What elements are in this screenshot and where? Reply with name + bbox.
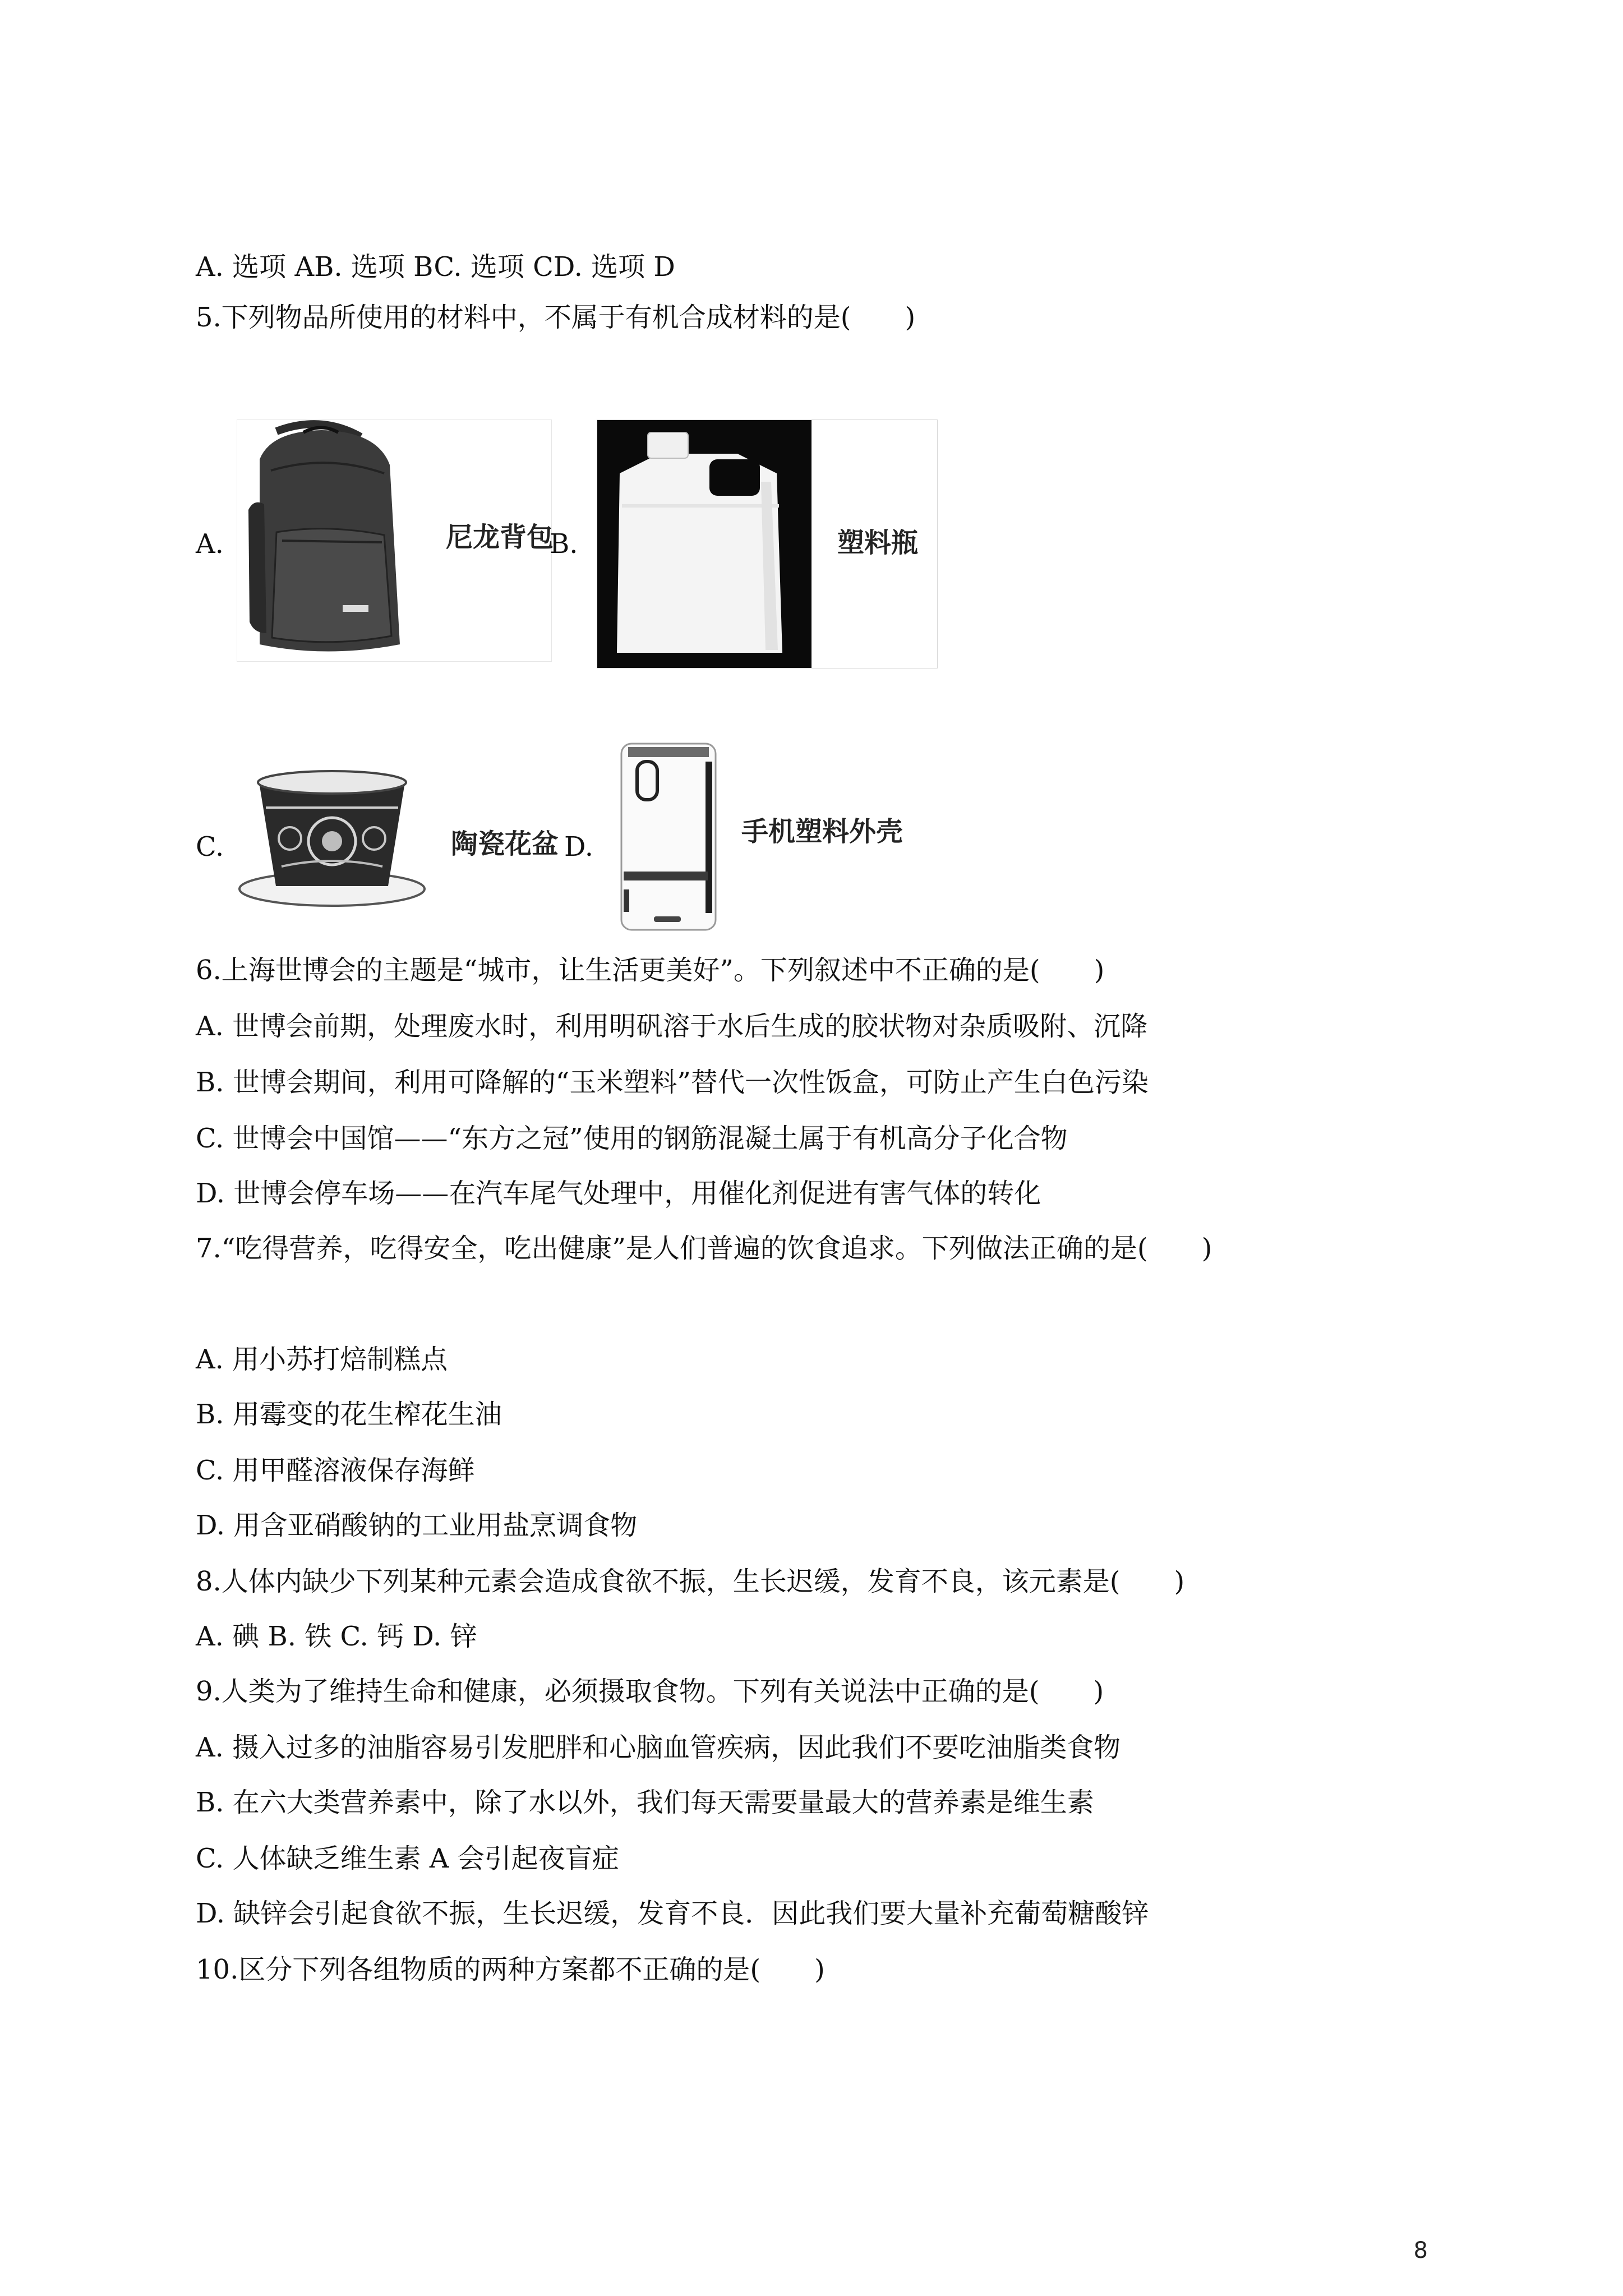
- q6-option-b: B. 世博会期间，利用可降解的“玉米塑料”替代一次性饭盒，可防止产生白色污染: [196, 1067, 1149, 1098]
- nylon-backpack-caption: 尼龙背包: [446, 522, 554, 553]
- q7-option-c: C. 用甲醛溶液保存海鲜: [196, 1455, 475, 1486]
- q9-option-d: D. 缺锌会引起食欲不振，生长迟缓，发育不良．因此我们要大量补充葡萄糖酸锌: [196, 1898, 1149, 1929]
- q5-stem: 5.下列物品所使用的材料中，不属于有机合成材料的是( ): [196, 302, 916, 333]
- q6-option-d: D. 世博会停车场——在汽车尾气处理中，用催化剂促进有害气体的转化: [196, 1178, 1041, 1209]
- phone-plastic-case-caption: 手机塑料外壳: [741, 816, 903, 847]
- q6-stem: 6.上海世博会的主题是“城市，让生活更美好”。下列叙述中不正确的是( ): [196, 955, 1105, 986]
- ceramic-flowerpot-caption: 陶瓷花盆: [451, 828, 559, 860]
- q7-option-d: D. 用含亚硝酸钠的工业用盐烹调食物: [196, 1510, 638, 1541]
- q7-option-a: A. 用小苏打焙制糕点: [196, 1344, 448, 1375]
- q10-stem: 10.区分下列各组物质的两种方案都不正确的是( ): [196, 1954, 825, 1985]
- q7-option-b: B. 用霉变的花生榨花生油: [196, 1399, 502, 1430]
- page-number: 8: [1413, 2238, 1428, 2263]
- q5-option-c-label: C.: [196, 831, 224, 863]
- q9-option-c: C. 人体缺乏维生素 A 会引起夜盲症: [196, 1843, 619, 1874]
- q8-stem: 8.人体内缺少下列某种元素会造成食欲不振，生长迟缓，发育不良，该元素是( ): [196, 1566, 1185, 1597]
- q7-stem: 7.“吃得营养，吃得安全，吃出健康”是人们普遍的饮食追求。下列做法正确的是( ): [196, 1233, 1212, 1264]
- q9-option-b: B. 在六大类营养素中，除了水以外，我们每天需要量最大的营养素是维生素: [196, 1787, 1094, 1818]
- q6-option-a: A. 世博会前期，处理废水时，利用明矾溶于水后生成的胶状物对杂质吸附、沉降: [196, 1011, 1148, 1042]
- q5-option-d-label: D.: [564, 831, 594, 863]
- q6-option-c: C. 世博会中国馆——“东方之冠”使用的钢筋混凝土属于有机高分子化合物: [196, 1123, 1068, 1154]
- plastic-bottle-caption: 塑料瓶: [837, 527, 919, 559]
- q4-options: A. 选项 AB. 选项 BC. 选项 CD. 选项 D: [196, 251, 675, 283]
- q9-stem: 9.人类为了维持生命和健康，必须摄取食物。下列有关说法中正确的是( ): [196, 1676, 1104, 1707]
- q9-option-a: A. 摄入过多的油脂容易引发肥胖和心脑血管疾病，因此我们不要吃油脂类食物: [196, 1732, 1121, 1763]
- q8-options: A. 碘 B. 铁 C. 钙 D. 锌: [196, 1621, 477, 1652]
- q5-option-a-label: A.: [196, 528, 224, 560]
- q5-option-b-label: B.: [550, 528, 578, 560]
- phone-plastic-case-image: [611, 739, 723, 934]
- ceramic-flowerpot-image: [237, 760, 433, 912]
